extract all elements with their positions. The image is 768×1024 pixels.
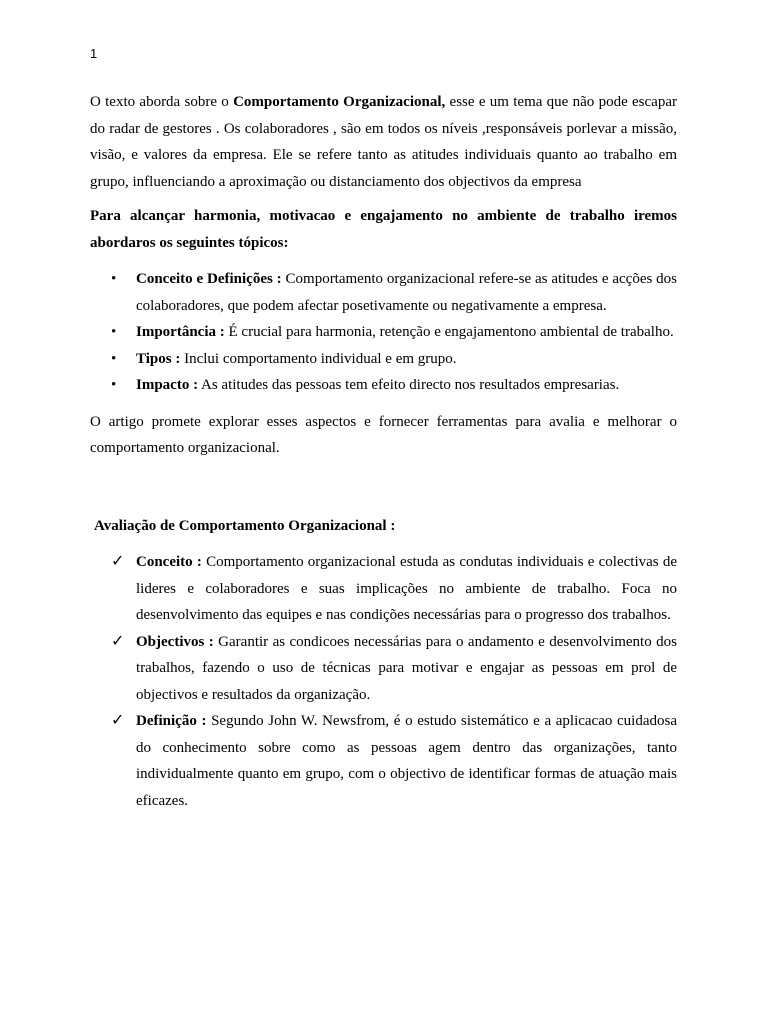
list-item [90, 319, 677, 346]
intro-text-start: O texto aborda sobre o [90, 94, 234, 110]
bullet-icon: • [111, 350, 117, 367]
list-item [90, 266, 677, 319]
list-item [90, 629, 677, 709]
topics-list [90, 266, 677, 399]
list-item [90, 372, 677, 399]
item-text: Inclui comportamento individual e em grupo. [180, 350, 457, 367]
item-term: Conceito e Definições : [136, 271, 282, 287]
checkmark-icon: ✓ [111, 630, 125, 650]
evaluation-list [90, 549, 677, 814]
checkmark-icon: ✓ [111, 710, 125, 729]
item-term: Objectivos : [136, 633, 214, 650]
list-item [90, 708, 677, 814]
bullet-icon: • [111, 377, 117, 393]
item-text: É crucial para harmonia, retenção e engajamentono ambiental de trabalho. [224, 324, 674, 340]
intro-text-rest: esse e um tema que não pode escapar do radar de gestores . Os colaboradores , são em todos os níveis ,responsáveis porlevar a missão, visão, e valores da empresa. Ele se refere tanto as atitudes individuais quanto ao trabalho em grupo, influenciando a aproximação ou distanciamento dos objectivos da empresa [90, 94, 677, 190]
item-text: As atitudes das pessoas tem efeito directo nos resultados empresarias. [198, 377, 620, 393]
intro-bold-topic: Comportamento Organizacional, [233, 94, 446, 110]
item-term: Importância : [136, 324, 225, 340]
intro-paragraph [90, 89, 677, 195]
checkmark-icon: ✓ [111, 551, 125, 570]
item-term: Conceito : [136, 554, 202, 570]
section-heading: Avaliação de Comportamento Organizacional : [94, 517, 396, 534]
bullet-icon: • [111, 324, 117, 340]
item-text: Segundo John W. Newsfrom, é o estudo sistemático e a aplicacao cuidadosa do conhecimento sobre como as pessoas agem dentro das organizações, tanto individualmente quanto em grupo, com o objectivo de identificar formas de atuação mais eficazes. [136, 713, 677, 809]
item-text: Garantir as condicoes necessárias para o andamento e desenvolvimento dos trabalhos, fazendo o uso de técnicas para motivar e engajar as pessoas em prol de objectivos e resultados da organização. [136, 633, 677, 703]
list-item [90, 346, 677, 373]
item-text: Comportamento organizacional estuda as condutas individuais e colectivas de lideres e colaboradores e suas implicações no ambiente de trabalho. Foca no desenvolvimento das equipes e nas condições necessárias para o progresso dos trabalhos. [136, 554, 677, 623]
item-term: Definição : [136, 713, 207, 729]
document-body [90, 89, 677, 814]
outro-paragraph: O artigo promete explorar esses aspectos e fornecer ferramentas para avalia e melhorar o comportamento organizacional. [90, 413, 677, 456]
item-text: Comportamento organizacional refere-se as atitudes e acções dos colaboradores, que podem afectar posetivamente ou negativamente a empresa. [136, 271, 677, 314]
list-item [90, 549, 677, 629]
bullet-icon: • [111, 271, 117, 287]
topics-lead: Para alcançar harmonia, motivacao e engajamento no ambiente de trabalho iremos abordaros os seguintes tópicos: [90, 208, 677, 251]
page-number: 1 [90, 46, 98, 61]
item-term: Tipos : [136, 350, 181, 367]
item-term: Impacto : [136, 377, 199, 393]
